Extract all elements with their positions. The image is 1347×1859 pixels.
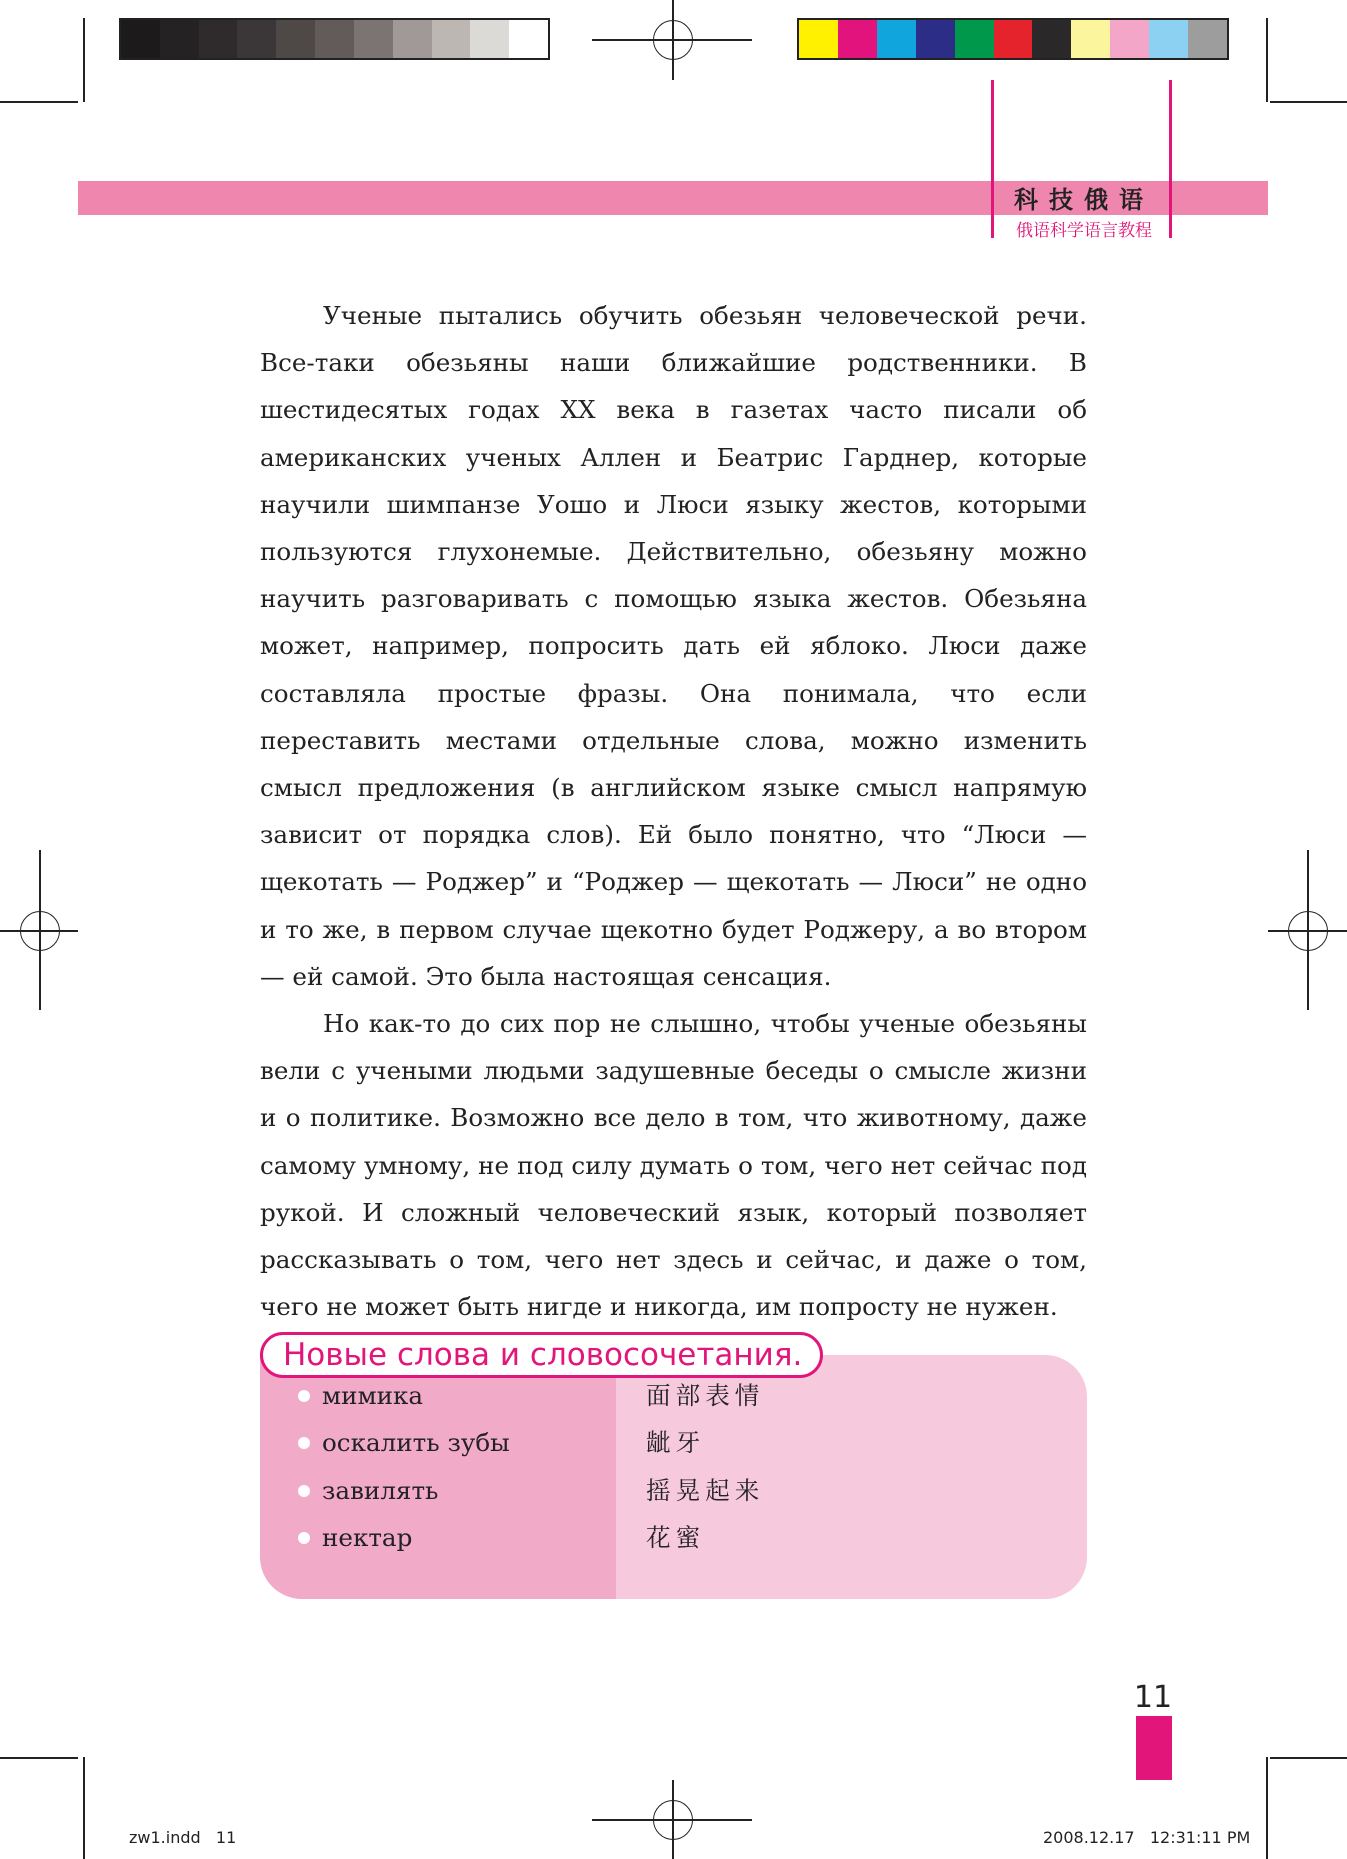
bullet-icon [298,1532,310,1544]
crop-mark [83,18,85,102]
color-swatch [276,20,315,58]
vocab-box [260,1355,1087,1599]
bullet-icon [298,1485,310,1497]
header-subtitle: 俄语科学语言教程 [1016,221,1152,241]
color-swatch [916,20,955,58]
color-swatch [432,20,471,58]
color-swatch [393,20,432,58]
color-swatch [1032,20,1071,58]
color-swatch [121,20,160,58]
page-number: 11 [1133,1680,1173,1715]
color-swatch [237,20,276,58]
vocab-translation: 龇牙 [646,1428,706,1457]
vocab-term: мимика [322,1381,424,1410]
color-swatch [838,20,877,58]
header-title: 科技俄语 [1014,186,1154,214]
color-swatch [509,20,548,58]
body-paragraph-1: Ученые пытались обучить обезьян человеческой речи. Все-таки обезьяны наши ближайшие родственники. В шестидесятых годах XX века в газетах часто писали об американских ученых Аллен и Беатрис Гарднер, которые научили шимпанзе Уошо и Люси языку жестов, которыми пользуются глухонемые. Действительно, обезьяну можно научить разговаривать с помощью языка жестов. Обезьяна может, например, попросить дать ей яблоко. Люси даже составляла простые фразы. Она понимала, что если переставить местами отдельные слова, можно изменить смысл предложения (в английском языке смысл напрямую зависит от порядка слов). Ей было понятно, что “Люси — щекотать — Роджер” и “Роджер — щекотать — Люси” не одно и то же, в первом случае щекотно будет Роджеру, а во втором — ей самой. Это была настоящая сенсация. [260,301,1087,991]
crop-mark [1266,1757,1268,1859]
color-swatch [160,20,199,58]
color-swatch [1071,20,1110,58]
color-swatch [799,20,838,58]
vocab-item [260,1423,1087,1463]
footer-file-name: zw1.indd 11 [129,1828,237,1847]
color-swatch [1188,20,1227,58]
color-swatch [1110,20,1149,58]
vocab-term: завилять [322,1476,439,1505]
footer-timestamp: 2008.12.17 12:31:11 PM [1043,1828,1251,1847]
color-swatch [877,20,916,58]
vocab-translation: 面部表情 [646,1381,765,1410]
vocab-term: нектар [322,1523,413,1552]
crop-mark [0,1757,78,1759]
color-swatch [994,20,1033,58]
header-divider-left [991,80,994,238]
header-divider-right [1169,80,1172,238]
bullet-icon [298,1437,310,1449]
crop-mark [0,101,78,103]
grayscale-calibration-bar [119,18,550,60]
color-swatch [354,20,393,58]
vocab-item [260,1518,1087,1558]
page-number-tab [1136,1716,1172,1780]
color-swatch [199,20,238,58]
vocab-title: Новые слова и словосочетания. [260,1332,823,1378]
body-text [260,292,1087,1330]
bullet-icon [298,1390,310,1402]
color-calibration-bar [797,18,1229,60]
color-swatch [470,20,509,58]
vocab-term: оскалить зубы [322,1428,510,1457]
crop-mark [1266,18,1268,102]
body-paragraph-2: Но как-то до сих пор не слышно, чтобы ученые обезьяны вели с учеными людьми задушевные беседы о смысле жизни и о политике. Возможно все дело в том, что животному, даже самому умному, не под силу думать о том, чего нет сейчас под рукой. И сложный человеческий язык, который позволяет рассказывать о том, чего нет здесь и сейчас, и даже о том, чего не может быть нигде и никогда, им попросту не нужен. [260,1009,1087,1322]
color-swatch [955,20,994,58]
color-swatch [1149,20,1188,58]
crop-mark [1270,1757,1347,1759]
vocab-translation: 摇晃起来 [646,1476,765,1505]
color-swatch [315,20,354,58]
crop-mark [83,1757,85,1859]
crop-mark [1270,101,1347,103]
vocab-item [260,1471,1087,1511]
vocab-translation: 花蜜 [646,1523,706,1552]
vocab-item [260,1376,1087,1416]
